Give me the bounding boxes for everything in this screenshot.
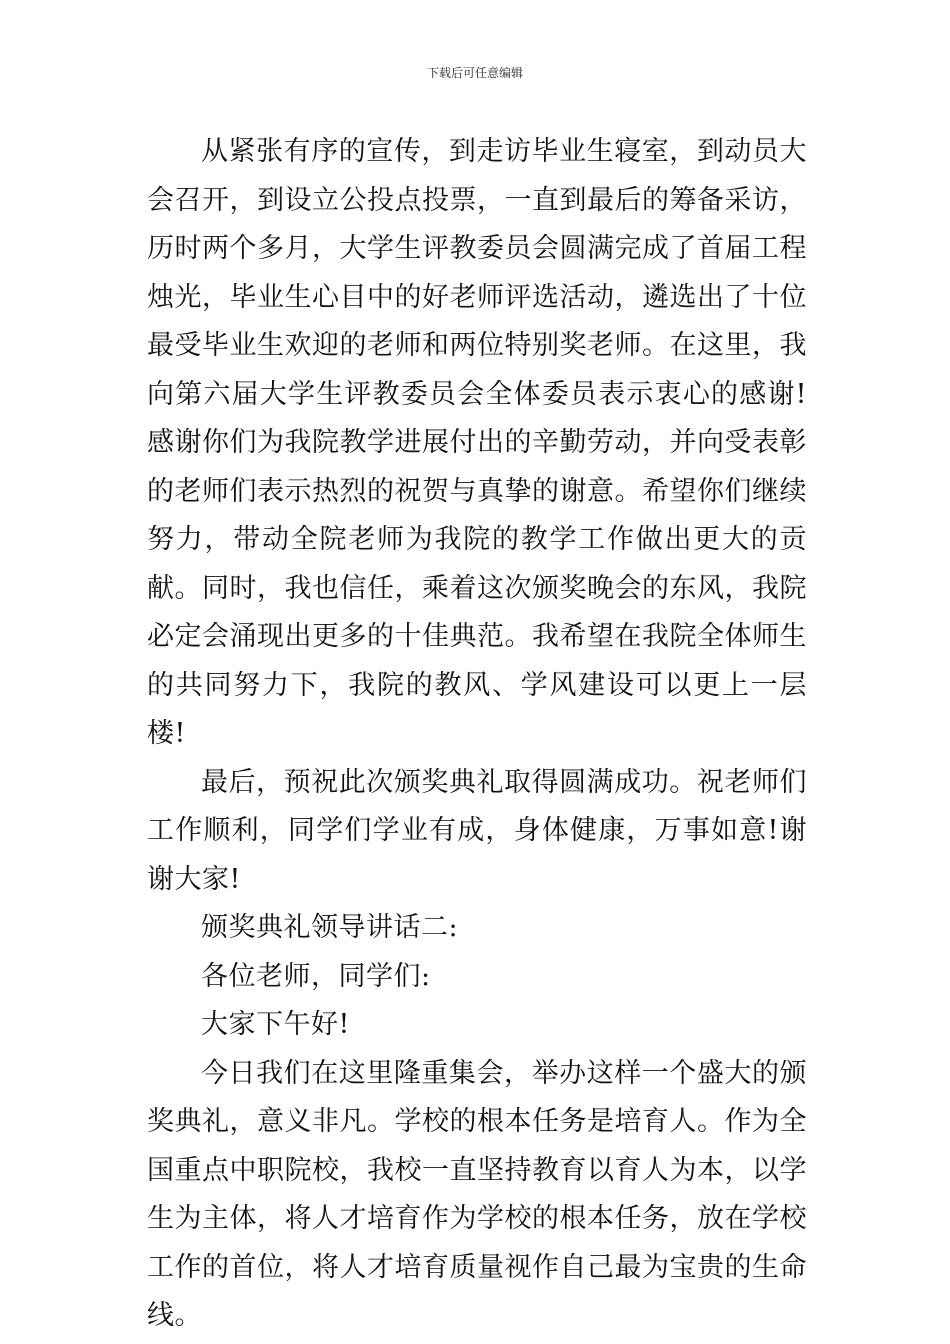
page-header: 下载后可任意编辑 xyxy=(426,66,523,80)
paragraph-1: 从紧张有序的宣传，到走访毕业生寝室，到动员大会召开，到设立公投点投票，一直到最后的筹备采访，历时两个多月，大学生评教委员会圆满完成了首届工程烛光，毕业生心目中的好老师评选活动，遴选出了十位最受毕业生欢迎的老师和两位特别奖老师。在这里，我向第六届大学生评教委员会全体委员表示衷心的感谢!感谢你们为我院教学进展付出的辛勤劳动，并向受表彰的老师们表示热烈的祝贺与真挚的谢意。希望你们继续努力，带动全院老师为我院的教学工作做出更大的贡献。同时，我也信任，乘着这次颁奖晚会的东风，我院必定会涌现出更多的十佳典范。我希望在我院全体师生的共同努力下，我院的教风、学风建设可以更上一层楼! xyxy=(147,136,807,749)
paragraph-4: 各位老师，同学们: xyxy=(201,960,431,992)
paragraph-5: 大家下午好! xyxy=(201,1009,350,1040)
paragraph-2: 最后，预祝此次颁奖典礼取得圆满成功。祝老师们工作顺利，同学们学业有成，身体健康，万事如意!谢谢大家! xyxy=(147,766,807,895)
document-body xyxy=(147,128,807,1341)
paragraph-6: 今日我们在这里隆重集会，举办这样一个盛大的颁奖典礼，意义非凡。学校的根本任务是培育人。作为全国重点中职院校，我校一直坚持教育以育人为本，以学生为主体，将人才培育作为学校的根本任务，放在学校工作的首位，将人才培育质量视作自己最为宝贵的生命线。 xyxy=(147,1057,807,1331)
paragraph-3: 颁奖典礼领导讲话二: xyxy=(201,912,459,943)
